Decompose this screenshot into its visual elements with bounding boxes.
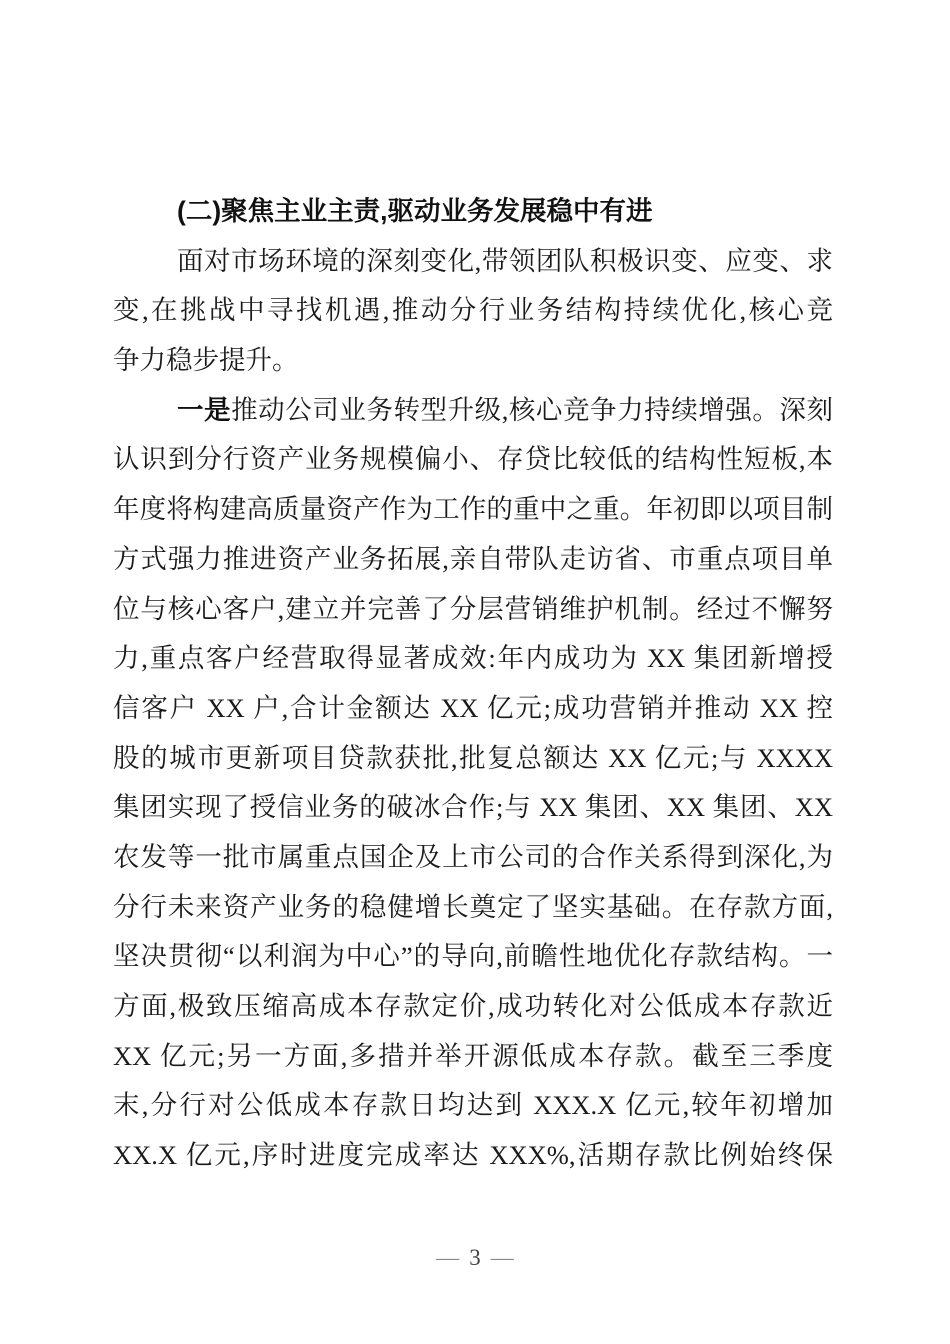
paragraph2-line-1 <box>113 386 833 436</box>
paragraph2-line-8: 股的城市更新项目贷款获批,批复总额达 XX 亿元;与 XXXX <box>113 742 833 773</box>
paragraph2-line-7: 信客户 XX 户,合计金额达 XX 亿元;成功营销并推动 XX 控 <box>113 692 833 723</box>
paragraph2-line-3: 年度将构建高质量资产作为工作的重中之重。年初即以项目制 <box>113 494 833 525</box>
paragraph2-line-2: 认识到分行资产业务规模偏小、存贷比较低的结构性短板,本 <box>113 444 833 475</box>
paragraph2-line-11: 分行未来资产业务的稳健增长奠定了坚实基础。在存款方面, <box>113 891 833 922</box>
paragraph2-line-12: 坚决贯彻“以利润为中心”的导向,前瞻性地优化存款结构。一 <box>113 941 833 972</box>
paragraph2-line-10: 农发等一批市属重点国企及上市公司的合作关系得到深化,为 <box>113 841 833 872</box>
paragraph2-bold-lead: 一是 <box>177 394 232 425</box>
paragraph2-line-16: XX.X 亿元,序时进度完成率达 XXX%,活期存款比例始终保 <box>113 1140 833 1171</box>
paragraph2-line-13: 方面,极致压缩高成本存款定价,成功转化对公低成本存款近 <box>113 991 833 1021</box>
paragraph1-line-2: 变,在挑战中寻找机遇,推动分行业务结构持续优化,核心竞 <box>113 295 833 326</box>
paragraph2-line-5: 位与核心客户,建立并完善了分层营销维护机制。经过不懈努 <box>113 593 833 624</box>
paragraph2-line-14: XX 亿元;另一方面,多措并举开源低成本存款。截至三季度 <box>113 1040 833 1071</box>
paragraph2-line-15: 末,分行对公低成本存款日均达到 XXX.X 亿元,较年初增加 <box>113 1090 833 1121</box>
paragraph1-line-1: 面对市场环境的深刻变化,带领团队积极识变、应变、求 <box>177 245 833 276</box>
paragraph2-line-9: 集团实现了授信业务的破冰合作;与 XX 集团、XX 集团、XX <box>113 792 833 823</box>
section-heading: (二)聚焦主业主责,驱动业务发展稳中有进 <box>177 196 653 226</box>
document-body <box>113 187 833 1181</box>
page-footer <box>0 1243 950 1273</box>
paragraph2-line-6: 力,重点客户经营取得显著成效:年内成功为 XX 集团新增授 <box>113 643 833 674</box>
paragraph1-line-3: 争力稳步提升。 <box>113 345 299 376</box>
page-number-dash-left: — <box>436 1245 460 1270</box>
page-number-dash-right: — <box>490 1245 514 1270</box>
page-number: 3 <box>469 1245 481 1270</box>
paragraph2-line-1-text: 推动公司业务转型升级,核心竞争力持续增强。深刻 <box>231 394 834 425</box>
paragraph2-line-4: 方式强力推进资产业务拓展,亲自带队走访省、市重点项目单 <box>113 543 833 574</box>
